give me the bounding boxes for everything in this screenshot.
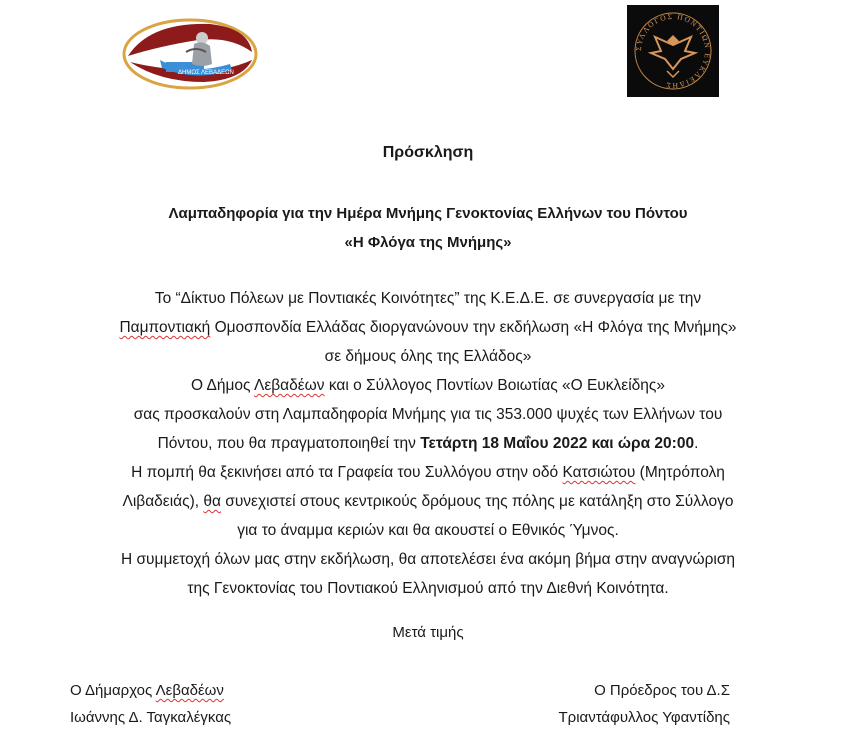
body-line-9: για το άναμμα κεριών και θα ακουστεί ο Εθνικός Ύμνος.	[237, 522, 619, 539]
body-line-4-c: και ο Σύλλογος Ποντίων Βοιωτίας «Ο Ευκλείδης»	[324, 377, 665, 394]
event-date-time: Τετάρτη 18 Μαΐου 2022 και ώρα 20:00	[420, 435, 695, 452]
association-logo	[627, 5, 719, 97]
event-heading-line1: Λαμπαδηφορία για την Ημέρα Μνήμης Γενοκτονίας Ελλήνων του Πόντου	[168, 205, 688, 222]
body-line-2	[0, 313, 856, 342]
president-role: Ο Πρόεδρος του Δ.Σ	[594, 682, 730, 699]
body-line-6	[0, 429, 856, 458]
body-line-7-a: Η πομπή θα ξεκινήσει από τα Γραφεία του Συλλόγου στην οδό	[131, 464, 563, 481]
spell-flag-word: Λεβαδέων	[155, 682, 224, 699]
body-line-2-rest: Ομοσπονδία Ελλάδας διοργανώνουν την εκδήλωση «Η Φλόγα της Μνήμης»	[210, 319, 737, 336]
body-line-1: Το “Δίκτυο Πόλεων με Ποντιακές Κοινότητες” της Κ.Ε.Δ.Ε. σε συνεργασία με την	[154, 290, 702, 307]
body-line-8-a: Λιβαδειάς),	[122, 493, 204, 510]
body-line-5: σας προσκαλούν στη Λαμπαδηφορία Μνήμης για τις 353.000 ψυχές των Ελλήνων του	[133, 406, 723, 423]
body-line-6-c: .	[694, 435, 699, 452]
body-line-7-c: (Μητρόπολη	[635, 464, 725, 481]
body-line-11: της Γενοκτονίας του Ποντιακού Ελληνισμού από την Διεθνή Κοινότητα.	[187, 580, 669, 597]
mayor-name: Ιωάννης Δ. Ταγκαλέγκας	[70, 709, 232, 726]
logo-right-text: ΣΥΛΛΟΓΟΣ ΠΟΝΤΙΩΝ ΕΥΚΛΕΙΔΗΣ	[633, 11, 713, 91]
municipality-logo	[120, 16, 260, 92]
body-line-4-a: Ο Δήμος	[191, 377, 254, 394]
body-line-8	[0, 487, 856, 516]
event-heading-line2: «Η Φλόγα της Μνήμης»	[344, 234, 512, 251]
body-line-4	[0, 371, 856, 400]
body-line-7	[0, 458, 856, 487]
spell-flag-word: Παμποντιακή	[119, 319, 211, 336]
event-heading	[0, 199, 856, 257]
spell-flag-word: θα	[203, 493, 221, 510]
signature-president	[0, 677, 730, 731]
body-line-8-c: συνεχιστεί στους κεντρικούς δρόμους της πόλης με κατάληξη στο Σύλλογο	[220, 493, 734, 510]
mayor-role-a: Ο Δήμαρχος	[70, 682, 156, 699]
body-line-3: σε δήμους όλης της Ελλάδος»	[324, 348, 532, 365]
logo-left-text: ΔΗΜΟΣ ΛΕΒΑΔΕΩΝ	[178, 70, 234, 76]
page-title: Πρόσκληση	[382, 144, 474, 161]
body-line-10: Η συμμετοχή όλων μας στην εκδήλωση, θα αποτελέσει ένα ακόμη βήμα στην αναγνώριση	[120, 551, 736, 568]
invitation-body	[0, 284, 856, 603]
closing-salutation: Μετά τιμής	[392, 624, 464, 641]
president-name: Τριαντάφυλλος Υφαντίδης	[558, 709, 730, 726]
body-line-6-a: Πόντου, που θα πραγματοποιηθεί την	[157, 435, 421, 452]
spell-flag-word: Κατσιώτου	[562, 464, 636, 481]
spell-flag-word: Λεβαδέων	[253, 377, 325, 394]
